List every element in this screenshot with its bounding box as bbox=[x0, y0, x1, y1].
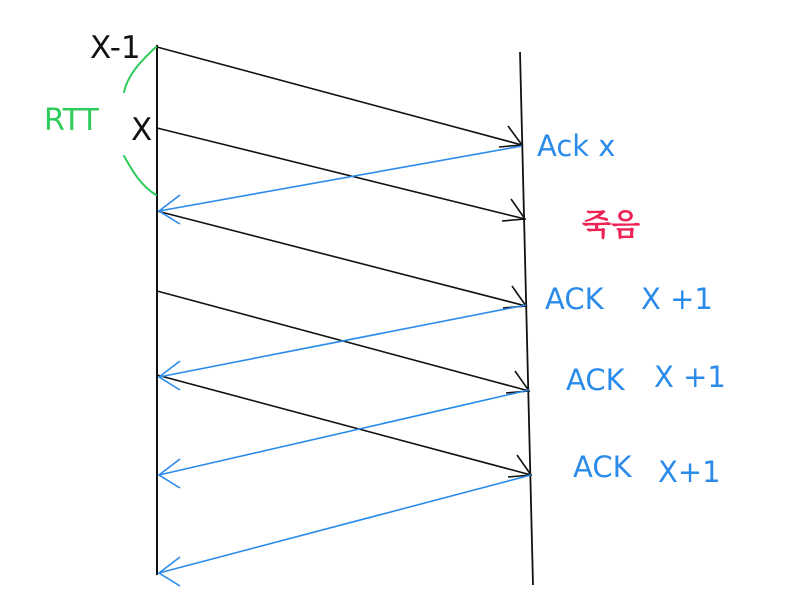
label-x: X bbox=[131, 112, 153, 148]
rtt-bracket-bottom bbox=[124, 156, 156, 195]
ack-packets bbox=[159, 146, 531, 586]
label-ack-2-ack: ACK bbox=[545, 282, 604, 316]
data-packet-5 bbox=[157, 375, 531, 475]
label-ack-1: Ack x bbox=[537, 129, 616, 163]
receiver-timeline bbox=[520, 52, 533, 585]
label-ack-3-ack: ACK bbox=[566, 363, 625, 397]
data-packets bbox=[157, 47, 531, 477]
ack-line-4 bbox=[159, 475, 531, 573]
data-packet-x-1 bbox=[157, 47, 522, 145]
arrowhead bbox=[159, 459, 180, 488]
label-ack-4-value: X+1 bbox=[658, 455, 721, 489]
label-x-minus-1: X-1 bbox=[90, 30, 141, 66]
data-packet-x bbox=[157, 128, 525, 219]
label-ack-2-value: X +1 bbox=[641, 282, 713, 316]
ack-line-1 bbox=[159, 146, 522, 211]
data-packet-3 bbox=[157, 211, 526, 306]
ack-line-3 bbox=[159, 390, 529, 475]
arrowhead bbox=[159, 557, 180, 586]
ack-line-2 bbox=[159, 305, 526, 377]
label-ack-4-ack: ACK bbox=[573, 450, 632, 484]
label-lost: 죽음 bbox=[582, 208, 640, 243]
label-ack-3-value: X +1 bbox=[654, 360, 726, 394]
label-rtt: RTT bbox=[44, 103, 99, 138]
